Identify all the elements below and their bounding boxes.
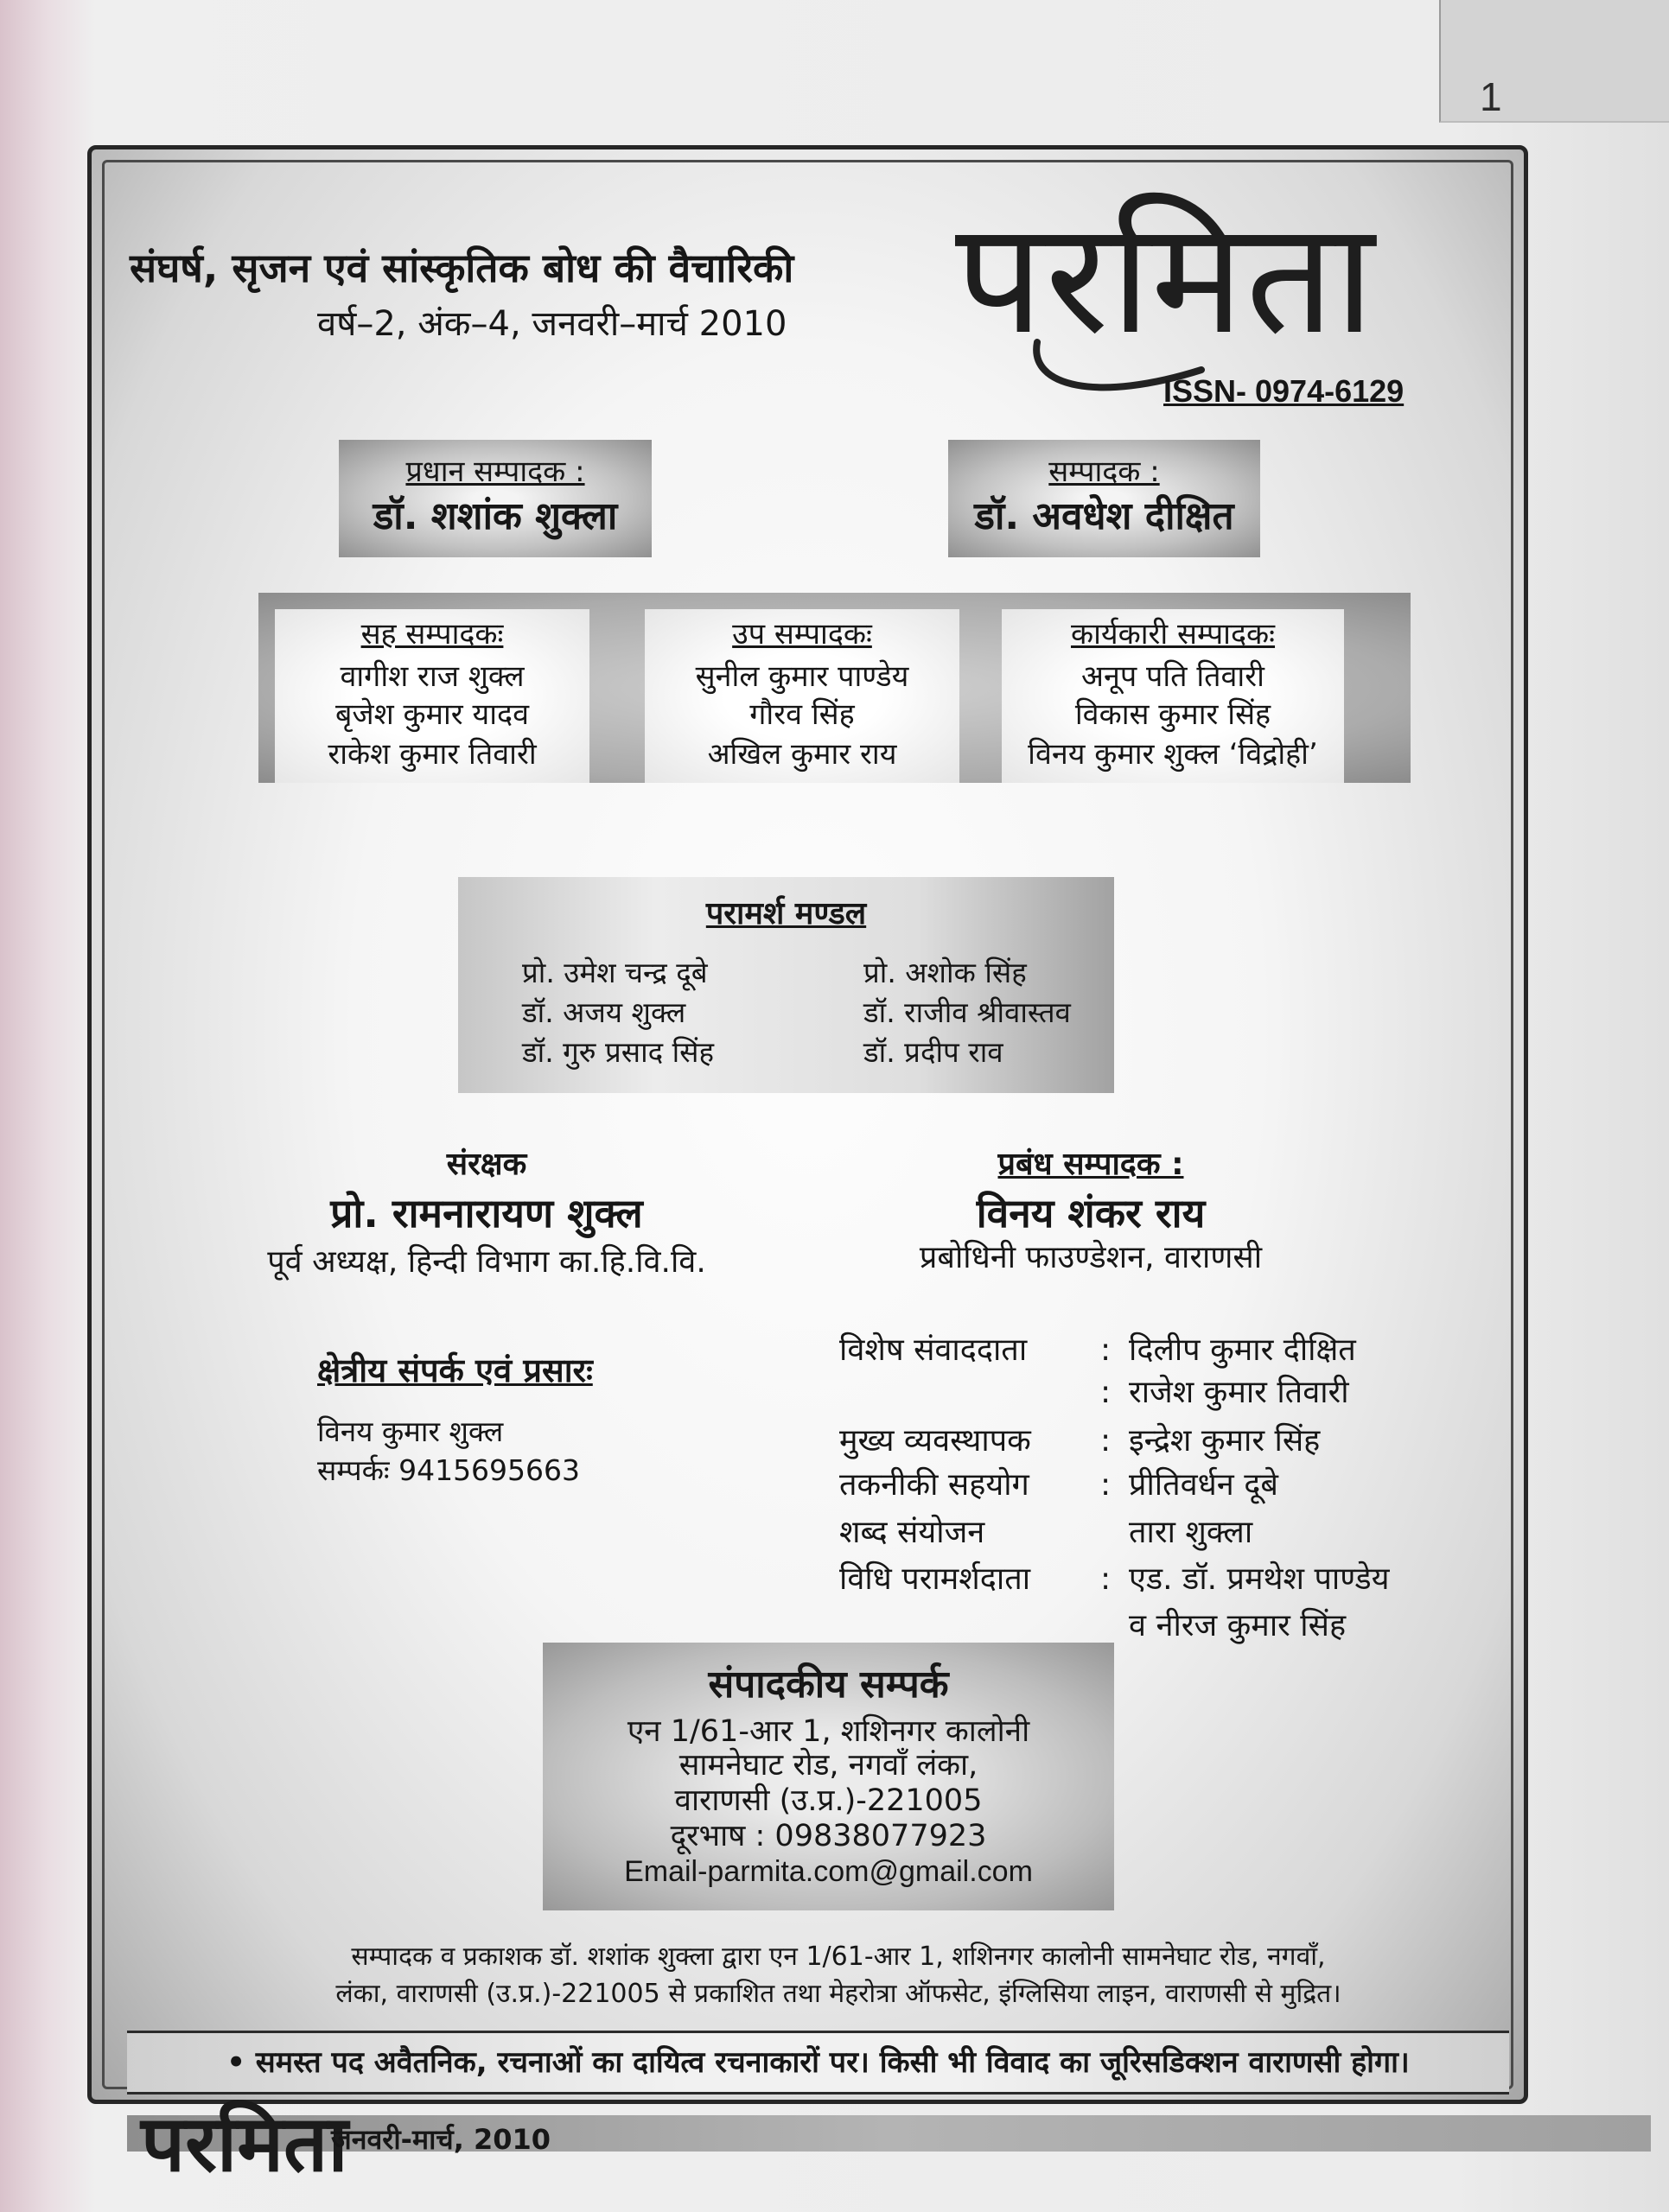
adjacent-sheet-corner [1439,0,1669,123]
managing-editor-name: विनय शंकर राय [976,1190,1206,1236]
chief-editor-label: प्रधान सम्पादक : [405,454,585,489]
advisory-member: डॉ. गुरु प्रसाद सिंह [522,1035,715,1069]
managing-editor-detail: प्रबोधिनी फाउण्डेशन, वाराणसी [919,1240,1263,1275]
masthead-tagline: संघर्ष, सृजन एवं सांस्कृतिक बोध की वैचारिकी [130,245,794,291]
phone-line: दूरभाष : 09838077923 [670,1819,987,1853]
editor-name: डॉ. अवधेश दीक्षित [974,494,1234,538]
staff-separator: : [1100,1467,1112,1503]
executive-editors-box [1002,609,1344,783]
advisory-board-label: परामर्श मण्डल [705,896,867,931]
issue-info: वर्ष–2, अंक–4, जनवरी–मार्च 2010 [317,304,787,344]
address-line: एन 1/61-आर 1, शशिनगर कालोनी [627,1714,1030,1749]
co-editors-box [275,609,589,783]
regional-contact-label: क्षेत्रीय संपर्क एवं प्रसारः [317,1351,593,1389]
editorial-contact-label: संपादकीय सम्पर्क [708,1662,949,1707]
staff-separator: : [1100,1375,1112,1410]
regional-contact-phone: सम्पर्कः 9415695663 [317,1453,581,1487]
advisory-member: डॉ. प्रदीप राव [863,1035,1003,1069]
staff-role: विधि परामर्शदाता [839,1561,1031,1597]
co-editor-name: वागीश राज शुक्ल [340,659,525,694]
advisory-member: डॉ. राजीव श्रीवास्तव [863,995,1071,1029]
staff-name: एड. डॉ. प्रमथेश पाण्डेय [1129,1561,1390,1597]
sub-editors-label: उप सम्पादकः [732,617,872,652]
staff-separator: : [1100,1332,1112,1368]
staff-name: दिलीप कुमार दीक्षित [1129,1332,1356,1368]
patron-detail: पूर्व अध्यक्ष, हिन्दी विभाग का.हि.वि.वि. [267,1244,706,1280]
email-line: Email-parmita.com@gmail.com [624,1855,1033,1888]
advisory-member: प्रो. उमेश चन्द्र दूबे [522,956,708,989]
executive-editor-name: अनूप पति तिवारी [1081,659,1264,694]
staff-role: विशेष संवाददाता [839,1332,1028,1368]
issn-number: ISSN- 0974-6129 [1163,373,1405,409]
sub-editors-box [645,609,959,783]
staff-separator: : [1100,1423,1112,1459]
footer-date: जनवरी-मार्च, 2010 [331,2123,551,2156]
editor-box [948,440,1260,557]
chief-editor-box [339,440,652,557]
staff-name: प्रीतिवर्धन दूबे [1129,1467,1278,1503]
patron-name: प्रो. रामनारायण शुक्ल [330,1190,643,1236]
co-editor-name: बृजेश कुमार यादव [334,697,530,732]
managing-editor-label: प्रबंध सम्पादक : [997,1147,1184,1182]
staff-role: मुख्य व्यवस्थापक [839,1423,1031,1459]
advisory-member: डॉ. अजय शुक्ल [522,995,686,1029]
chief-editor-name: डॉ. शशांक शुक्ला [373,494,618,538]
staff-role: तकनीकी सहयोग [839,1467,1029,1503]
imprint-line: लंका, वाराणसी (उ.प्र.)-221005 से प्रकाशित तथा मेहरोत्रा ऑफसेट, इंग्लिसिया लाइन, वाराणसी से मुद्रित। [335,1979,1341,2009]
disclaimer-strip: • समस्त पद अवैतनिक, रचनाओं का दायित्व रचनाकारों पर। किसी भी विवाद का जूरिसडिक्शन वाराणसी होगा। [127,2031,1509,2094]
staff-name: इन्द्रेश कुमार सिंह [1129,1423,1321,1459]
staff-name: व नीरज कुमार सिंह [1129,1608,1347,1643]
advisory-board-box [458,877,1114,1093]
footer-logo: परमिता [141,2099,348,2190]
sub-editor-name: सुनील कुमार पाण्डेय [695,659,909,694]
staff-role: शब्द संयोजन [839,1515,985,1550]
advisory-member: प्रो. अशोक सिंह [863,956,1027,989]
executive-editor-name: विनय कुमार शुक्ल ‘विद्रोही’ [1028,737,1318,772]
staff-name: तारा शुक्ला [1129,1515,1253,1550]
imprint-line: सम्पादक व प्रकाशक डॉ. शशांक शुक्ला द्वारा एन 1/61-आर 1, शशिनगर कालोनी सामनेघाट रोड, नगवाँ, [351,1942,1326,1972]
regional-contact-name: विनय कुमार शुक्ल [317,1414,504,1448]
executive-editors-label: कार्यकारी सम्पादकः [1070,617,1276,652]
address-line: सामनेघाट रोड, नगवाँ लंका, [678,1748,978,1783]
patron-label: संरक्षक [446,1147,527,1182]
co-editors-label: सह सम्पादकः [360,617,504,652]
sub-editor-name: गौरव सिंह [749,697,855,732]
executive-editor-name: विकास कुमार सिंह [1074,697,1271,732]
page-number: 1 [1480,74,1502,119]
editor-label: सम्पादक : [1048,454,1160,489]
co-editor-name: राकेश कुमार तिवारी [328,737,537,772]
magazine-title-logo: परमिता [955,188,1377,369]
staff-separator: : [1100,1561,1112,1597]
sub-editor-name: अखिल कुमार राय [707,737,897,772]
staff-name: राजेश कुमार तिवारी [1129,1375,1349,1410]
address-line: वाराणसी (उ.प्र.)-221005 [674,1783,983,1818]
editorial-contact-box [543,1643,1114,1910]
